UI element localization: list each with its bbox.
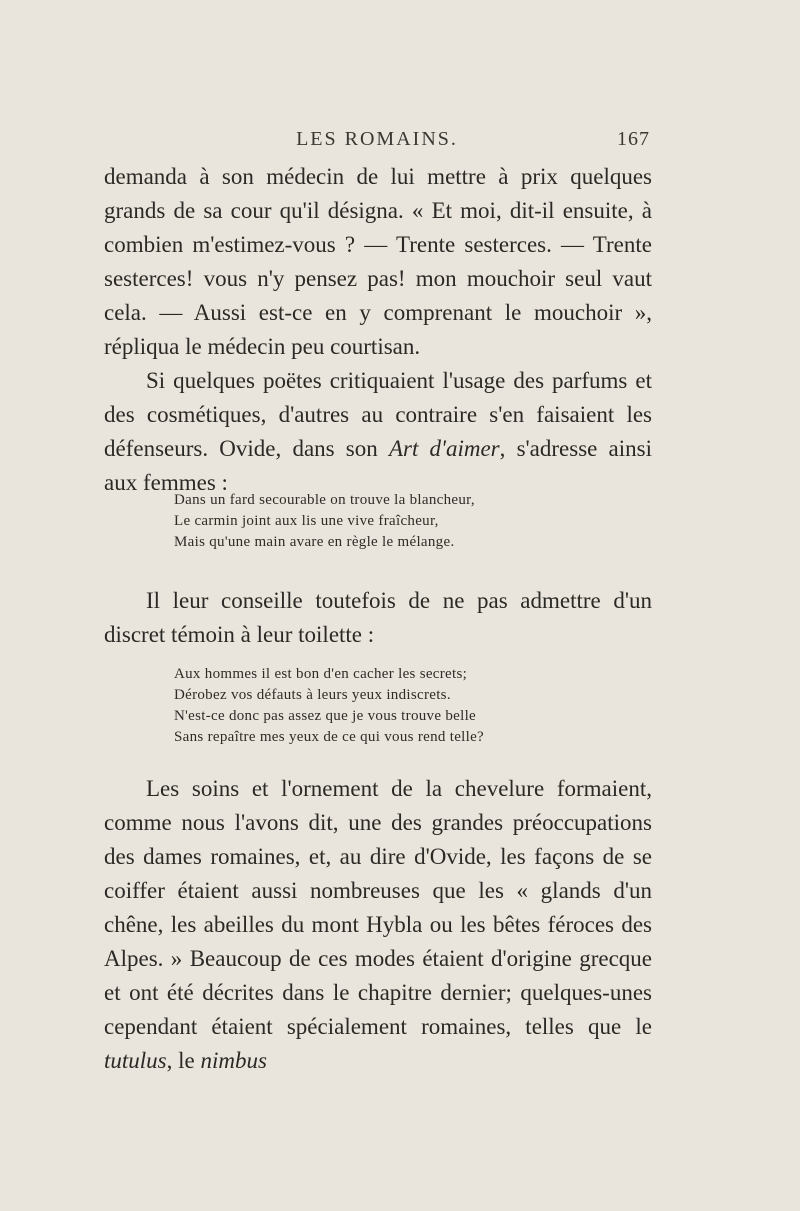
paragraph-3-text: Il leur conseille toutefois de ne pas admettre d'un discret témoin à leur toilette : xyxy=(104,588,652,647)
verse-line: Sans repaître mes yeux de ce qui vous rend telle? xyxy=(174,729,485,745)
verse-line: Dérobez vos défauts à leurs yeux indiscrets. xyxy=(174,687,451,703)
paragraph-1-text: demanda à son médecin de lui mettre à prix quelques grands de sa cour qu'il désigna. « Et moi, dit-il ensuite, à combien m'estimez-vous ? — Trente sesterces. — Trente sesterces! vous n'y pensez pas! mon mouchoir seul vaut cela. — Aussi est-ce en y comprenant le mouchoir », répliqua le médecin peu courtisan. xyxy=(104,164,652,359)
verse-quote-1 xyxy=(174,490,594,553)
term-nimbus: nimbus xyxy=(200,1048,267,1073)
paragraph-4-text-start: Les soins et l'ornement de la chevelure formaient, comme nous l'avons dit, une des grandes préoccupations des dames romaines, et, au dire d'Ovide, les façons de se coiffer étaient aussi nombreuses que les « glands d'un chêne, les abeilles du mont Hybla ou les bêtes féroces des Alpes. » Beaucoup de ces modes étaient d'origine grecque et ont été décrites dans le chapitre dernier; quelques-unes cependant étaient spécialement romaines, telles que le xyxy=(104,776,652,1039)
book-title-art-daimer: Art d'aimer xyxy=(388,436,500,461)
verse-line: Dans un fard secourable on trouve la blancheur, xyxy=(174,492,475,508)
verse-line: Mais qu'une main avare en règle le mélange. xyxy=(174,534,455,550)
verse-quote-2 xyxy=(174,664,594,748)
paragraph-2-text-end: , s'adresse ainsi aux femmes : xyxy=(104,436,652,495)
paragraph-4-text-mid: , le xyxy=(166,1048,201,1073)
verse-line: Le carmin joint aux lis une vive fraîcheur, xyxy=(174,513,439,529)
paragraph-2 xyxy=(104,364,652,500)
term-tutulus: tutulus xyxy=(104,1048,167,1073)
paragraph-3 xyxy=(104,584,652,652)
verse-line: N'est-ce donc pas assez que je vous trouve belle xyxy=(174,708,476,724)
page-number: 167 xyxy=(617,128,650,150)
paragraph-4 xyxy=(104,772,652,1078)
verse-line: Aux hommes il est bon d'en cacher les secrets; xyxy=(174,666,468,682)
page-header xyxy=(104,128,650,154)
paragraph-1 xyxy=(104,160,652,364)
running-title: LES ROMAINS. xyxy=(296,128,458,150)
paragraph-2-text-start: Si quelques poëtes critiquaient l'usage des parfums et des cosmétiques, d'autres au contraire s'en faisaient les défenseurs. Ovide, dans son xyxy=(104,368,652,461)
